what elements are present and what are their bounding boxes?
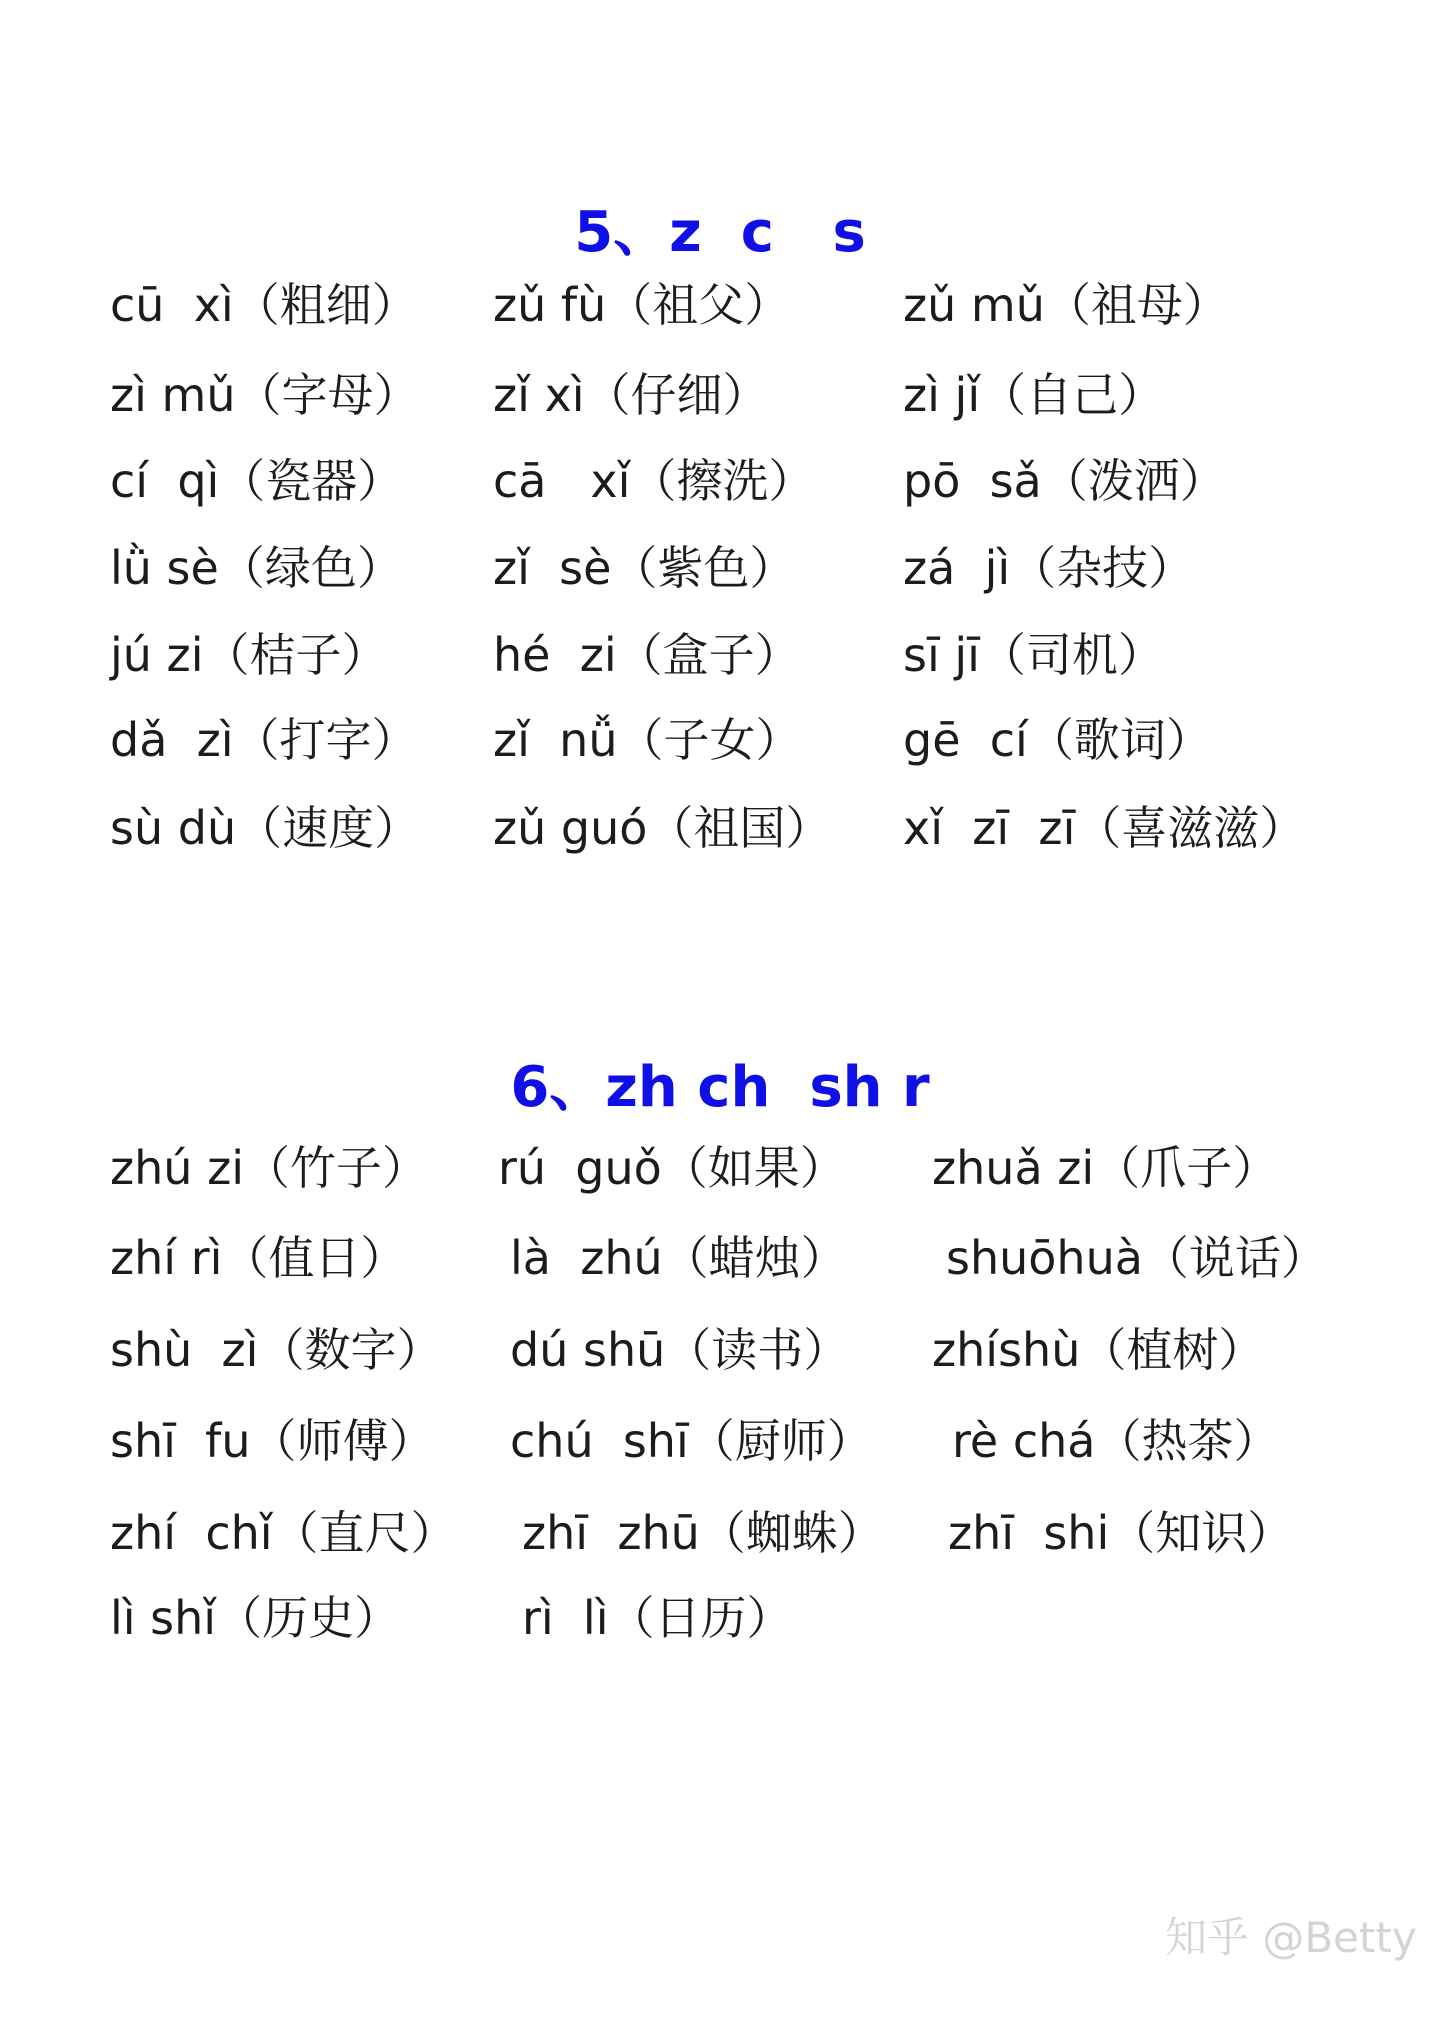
word-item: shù zì（数字）	[110, 1323, 443, 1377]
word-item: gē cí（歌词）	[903, 713, 1212, 767]
word-item: rè chá（热茶）	[952, 1414, 1280, 1468]
word-item: zá jì（杂技）	[903, 541, 1195, 595]
word-item: jú zi（桔子）	[110, 628, 388, 682]
watermark: 知乎 @Betty	[1165, 1913, 1417, 1962]
section-title-6: 6、zh ch sh r	[510, 1055, 930, 1120]
word-item: chú shī（厨师）	[510, 1414, 873, 1468]
word-item: zhí chǐ（直尺）	[110, 1506, 457, 1560]
word-item: zhī shi（知识）	[948, 1506, 1294, 1560]
word-item: zǐ xì（仔细）	[493, 368, 769, 422]
word-item: lǜ sè（绿色）	[110, 541, 403, 595]
word-item: cí qì（瓷器）	[110, 454, 404, 508]
word-item: zhí rì（值日）	[110, 1231, 407, 1285]
word-item: zhuǎ zi（爪子）	[932, 1141, 1279, 1195]
word-item: cū xì（粗细）	[110, 278, 418, 332]
word-item: lì shǐ（历史）	[110, 1591, 401, 1645]
word-item: zǔ fù（祖父）	[493, 278, 791, 332]
word-item: zhī zhū（蜘蛛）	[522, 1506, 884, 1560]
word-item: zǔ mǔ（祖母）	[903, 278, 1229, 332]
word-item: cā xǐ（擦洗）	[493, 454, 815, 508]
word-item: xǐ zī zī（喜滋滋）	[903, 801, 1306, 855]
word-item: sù dù（速度）	[110, 801, 421, 855]
word-item: zhíshù（植树）	[932, 1323, 1265, 1377]
word-item: zì jǐ（自己）	[903, 368, 1165, 422]
word-item: shuōhuà（说话）	[946, 1231, 1327, 1285]
word-item: rú guǒ（如果）	[498, 1141, 846, 1195]
word-item: pō sǎ（泼洒）	[903, 454, 1226, 508]
word-item: dǎ zì（打字）	[110, 713, 418, 767]
word-item: zǐ sè（紫色）	[493, 541, 796, 595]
word-item: hé zi（盒子）	[493, 628, 801, 682]
word-item: là zhú（蜡烛）	[510, 1231, 847, 1285]
word-item: zì mǔ（字母）	[110, 368, 420, 422]
word-item: dú shū（读书）	[510, 1323, 850, 1377]
word-item: zǔ guó（祖国）	[493, 801, 832, 855]
word-item: sī jī（司机）	[903, 628, 1164, 682]
word-item: shī fu（师傅）	[110, 1414, 435, 1468]
word-item: rì lì（日历）	[522, 1591, 793, 1645]
word-item: zǐ nǚ（子女）	[493, 713, 802, 767]
word-item: zhú zi（竹子）	[110, 1141, 429, 1195]
section-title-5: 5、z c s	[574, 200, 866, 265]
